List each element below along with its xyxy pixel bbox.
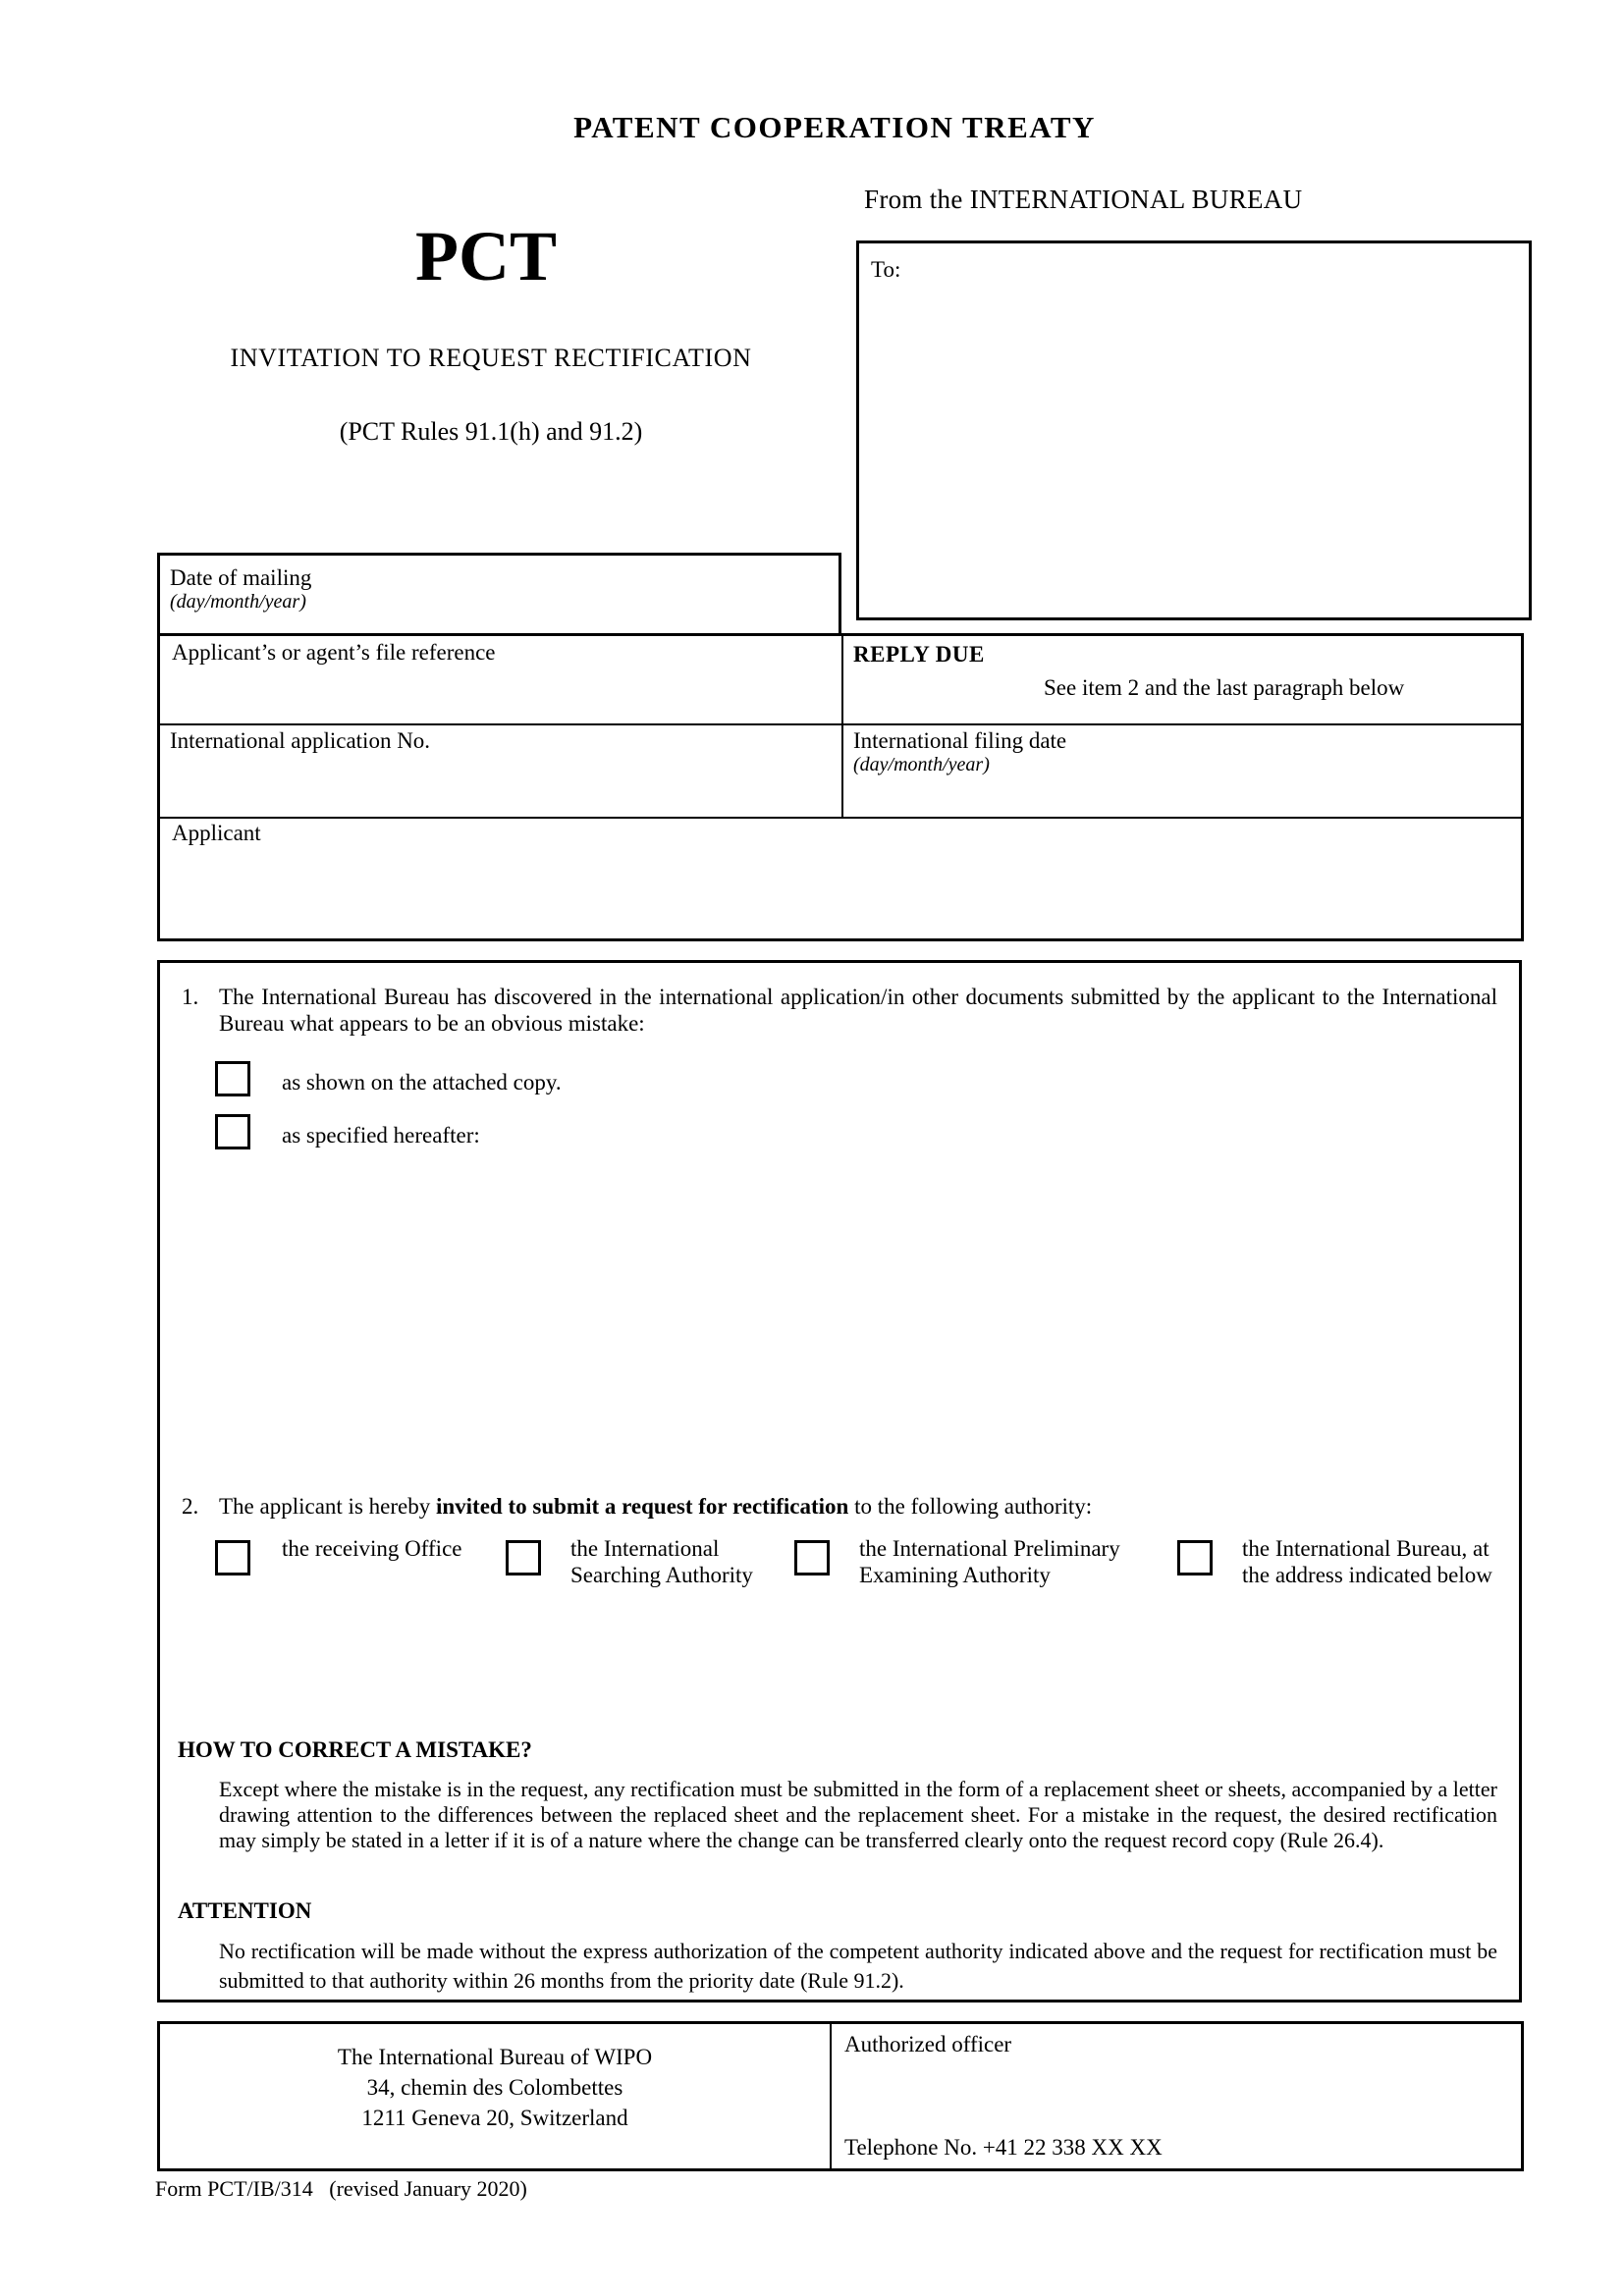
pct-logo: PCT bbox=[415, 217, 557, 295]
to-address-box[interactable] bbox=[856, 240, 1532, 620]
row-divider bbox=[160, 723, 1521, 725]
wipo-address bbox=[160, 2042, 830, 2133]
authority-ipea-checkbox[interactable] bbox=[794, 1540, 830, 1575]
item2-text-bold: invited to submit a request for rectification bbox=[435, 1494, 849, 1519]
howto-text: Except where the mistake is in the request, any rectification must be submitted in the form of a replacement sheet or sheets, accompanied by a letter drawing attention to the differences between the replaced sheet and the replacement sheet. For a mistake in the request, the desired rectification may simply be stated in a letter if it is of a nature where the change can be transferred clearly onto the request record copy (Rule 26.4). bbox=[219, 1777, 1497, 1852]
authority-contact-box bbox=[157, 2021, 1524, 2171]
address-line: The International Bureau of WIPO bbox=[337, 2045, 653, 2069]
attention-text: No rectification will be made without the express authorization of the competent authority indicated above and the request for rectification must be submitted to that authority within 26 months from the priority date (Rule 91.2). bbox=[219, 1939, 1497, 1993]
address-line: 1211 Geneva 20, Switzerland bbox=[361, 2106, 628, 2130]
application-number-label: International application No. bbox=[170, 728, 431, 753]
telephone-number: Telephone No. +41 22 338 XX XX bbox=[844, 2135, 1163, 2160]
option-specified-hereafter-checkbox[interactable] bbox=[215, 1114, 250, 1149]
to-label: To: bbox=[871, 257, 901, 282]
authority-ib-checkbox[interactable] bbox=[1177, 1540, 1213, 1575]
filing-date-label: International filing date bbox=[853, 728, 1067, 753]
filing-date-format-hint: (day/month/year) bbox=[853, 754, 990, 775]
authority-receiving-office-label: the receiving Office bbox=[282, 1536, 462, 1561]
item1-text: The International Bureau has discovered in the international application/in other documents submitted by the applicant to the International Bureau what appears to be an obvious mistake: bbox=[219, 985, 1497, 1036]
authority-isa-label: the International Searching Authority bbox=[570, 1536, 753, 1587]
invitation-body-box bbox=[157, 960, 1522, 2002]
column-divider bbox=[830, 2024, 832, 2168]
attention-heading: ATTENTION bbox=[178, 1898, 312, 1923]
row-divider bbox=[160, 817, 1521, 819]
item1-number: 1. bbox=[182, 985, 199, 1009]
reply-due-note: See item 2 and the last paragraph below bbox=[1044, 675, 1405, 700]
from-line: From the INTERNATIONAL BUREAU bbox=[864, 185, 1303, 214]
option-attached-copy-label: as shown on the attached copy. bbox=[282, 1070, 562, 1095]
date-format-hint: (day/month/year) bbox=[170, 591, 306, 613]
application-info-table bbox=[157, 633, 1524, 941]
authority-receiving-office-checkbox[interactable] bbox=[215, 1540, 250, 1575]
howto-heading: HOW TO CORRECT A MISTAKE? bbox=[178, 1737, 532, 1762]
form-identifier: Form PCT/IB/314 (revised January 2020) bbox=[155, 2176, 527, 2201]
treaty-title: PATENT COOPERATION TREATY bbox=[573, 110, 1096, 144]
address-line: 34, chemin des Colombettes bbox=[366, 2075, 623, 2100]
applicant-label: Applicant bbox=[172, 821, 261, 845]
item2-text-after: to the following authority: bbox=[848, 1494, 1093, 1519]
option-specified-hereafter-label: as specified hereafter: bbox=[282, 1123, 480, 1148]
file-reference-label: Applicant’s or agent’s file reference bbox=[172, 640, 496, 665]
column-divider bbox=[841, 636, 843, 818]
reply-due-label: REPLY DUE bbox=[853, 642, 985, 667]
date-of-mailing-label: Date of mailing bbox=[170, 565, 312, 590]
form-title: INVITATION TO REQUEST RECTIFICATION bbox=[230, 344, 752, 372]
authority-isa-checkbox[interactable] bbox=[506, 1540, 541, 1575]
authority-ib-label: the International Bureau, at the address indicated below bbox=[1242, 1536, 1492, 1587]
option-attached-copy-checkbox[interactable] bbox=[215, 1061, 250, 1096]
item2-number: 2. bbox=[182, 1494, 199, 1519]
authorized-officer-label: Authorized officer bbox=[844, 2032, 1012, 2056]
rules-reference: (PCT Rules 91.1(h) and 91.2) bbox=[339, 417, 643, 446]
item2-text bbox=[219, 1493, 1497, 1520]
date-of-mailing-box[interactable] bbox=[157, 553, 841, 636]
authority-ipea-label: the International Preliminary Examining Authority bbox=[859, 1536, 1120, 1587]
item2-text-before: The applicant is hereby bbox=[219, 1494, 436, 1519]
